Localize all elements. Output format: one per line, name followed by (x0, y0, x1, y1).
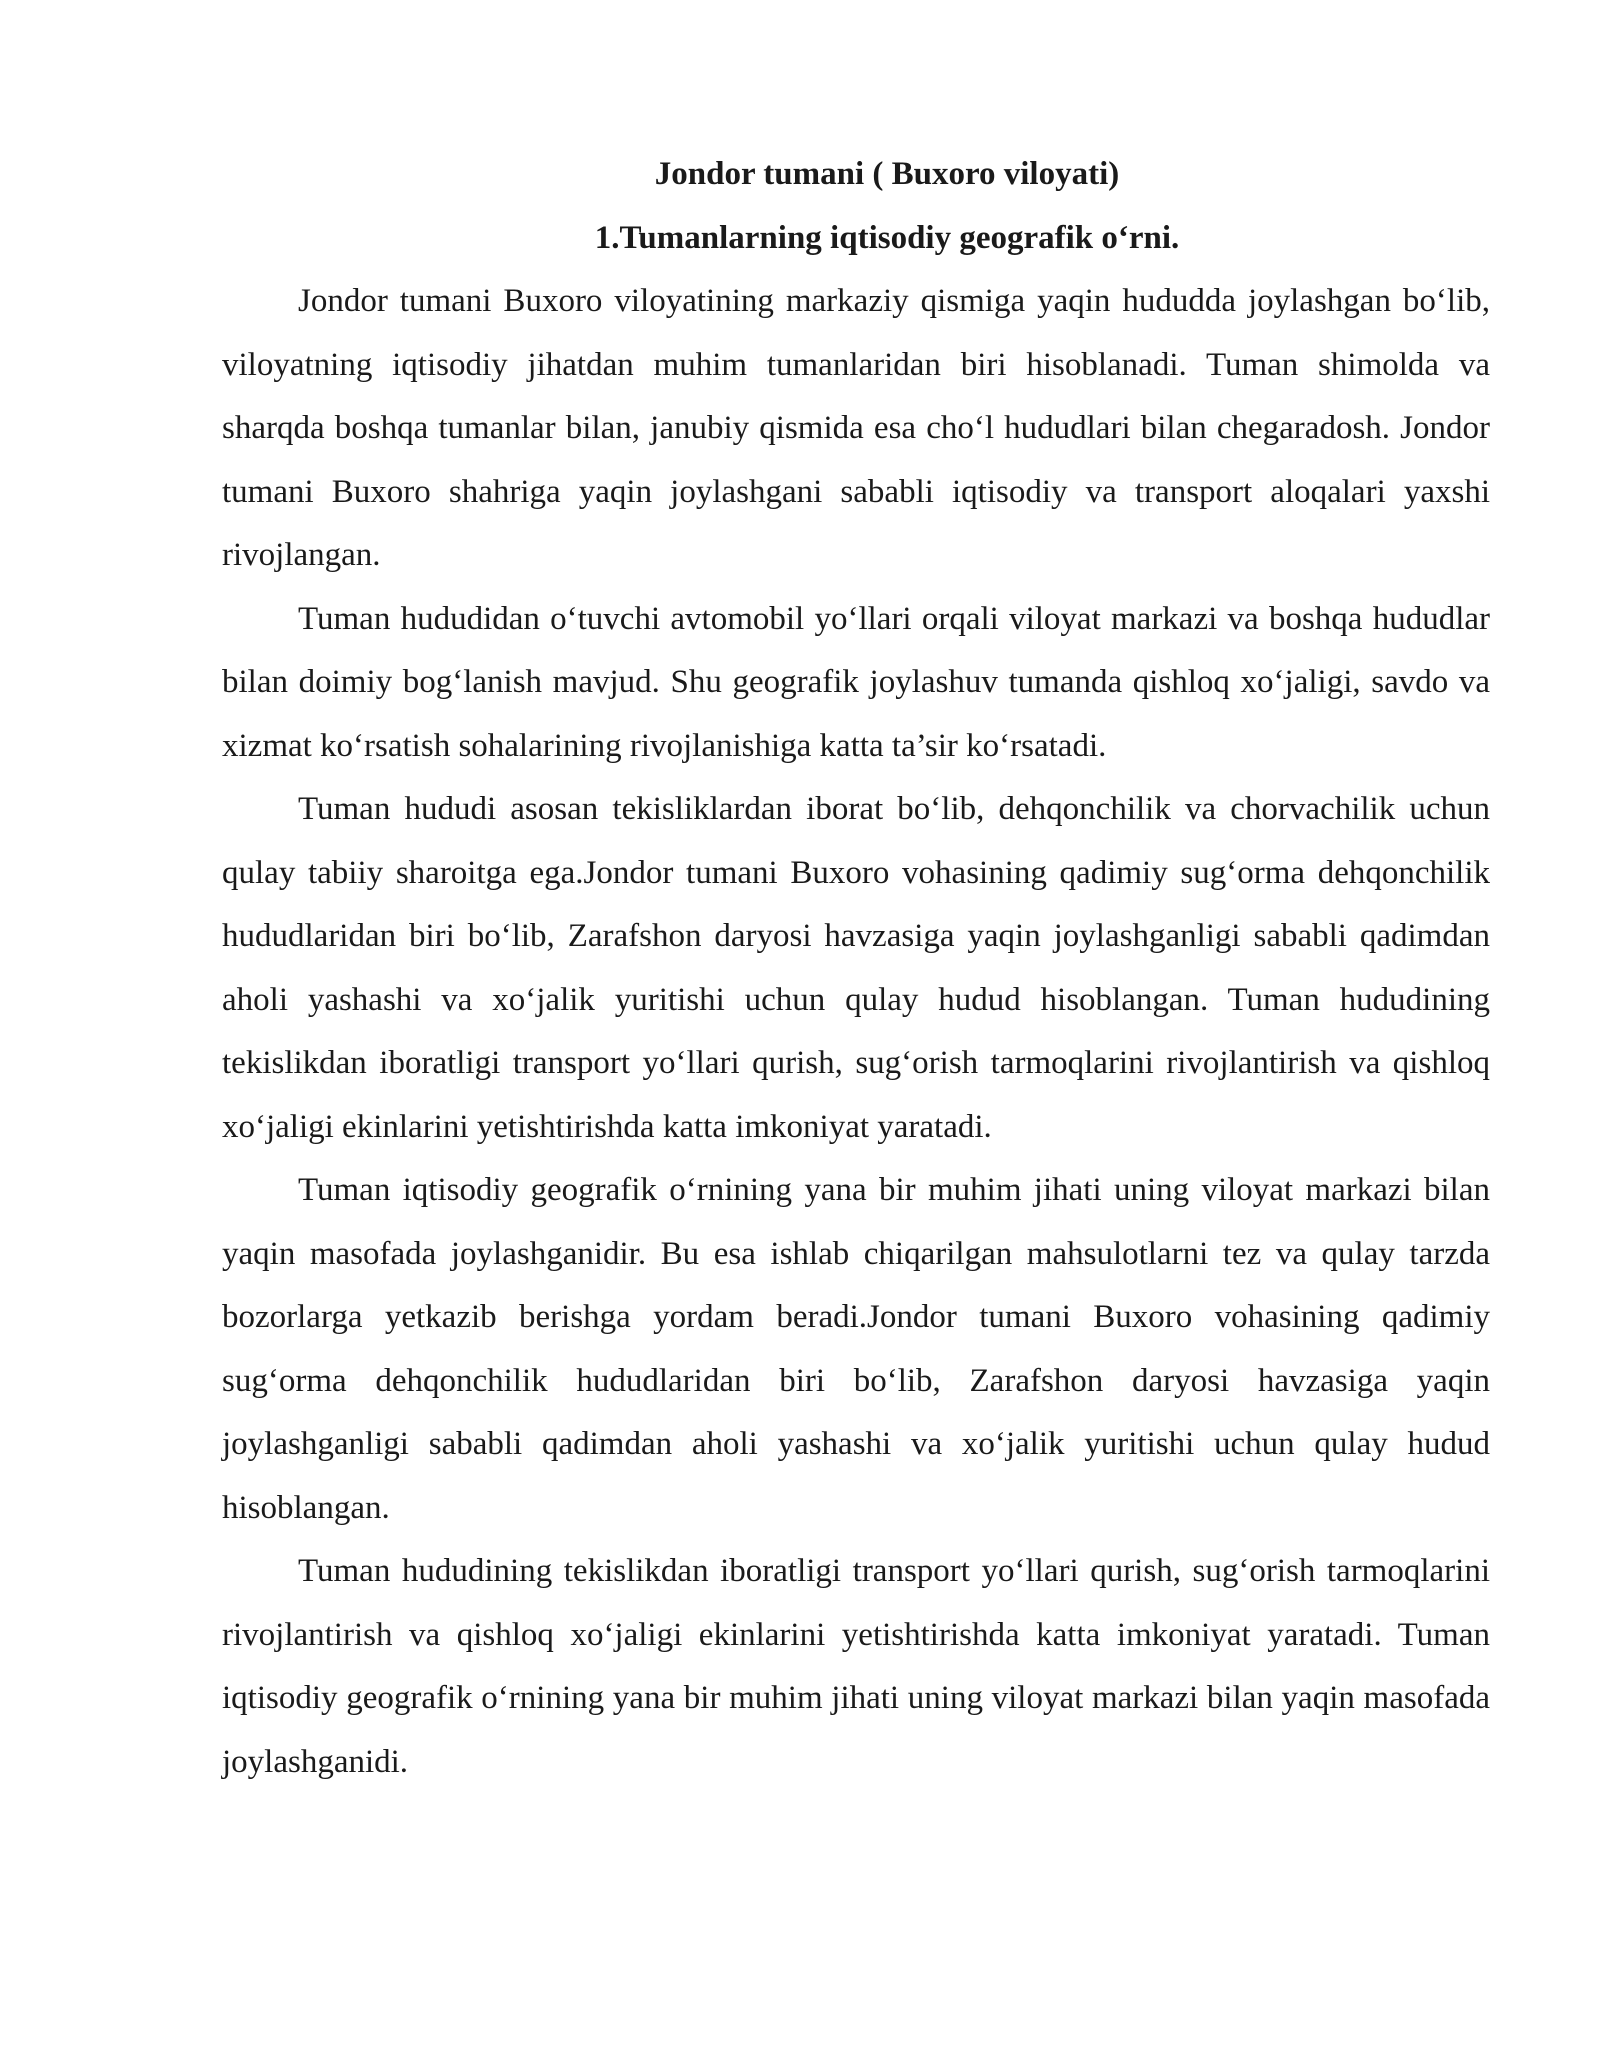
document-body (222, 143, 1490, 1794)
paragraph: Tuman hududi asosan tekisliklardan iborat bo‘lib, dehqonchilik va chorvachilik uchun qulay tabiiy sharoitga ega.Jondor tumani Buxoro vohasining qadimiy sug‘orma dehqonchilik hududlaridan biri bo‘lib, Zarafshon daryosi havzasiga yaqin joylashganligi sababli qadimdan aholi yashashi va xo‘jalik yuritishi uchun qulay hudud hisoblangan. Tuman hududining tekislikdan iboratligi transport yo‘llari qurish, sug‘orish tarmoqlarini rivojlantirish va qishloq xo‘jaligi ekinlarini yetishtirishda katta imkoniyat yaratadi. (222, 791, 1490, 1145)
paragraph: Tuman hududining tekislikdan iboratligi transport yo‘llari qurish, sug‘orish tarmoqlarini rivojlantirish va qishloq xo‘jaligi ekinlarini yetishtirishda katta imkoniyat yaratadi. Tuman iqtisodiy geografik o‘rnining yana bir muhim jihati uning viloyat markazi bilan yaqin masofada joylashganidi. (222, 1553, 1490, 1780)
paragraph: Jondor tumani Buxoro viloyatining markaziy qismiga yaqin hududda joylashgan bo‘lib, viloyatning iqtisodiy jihatdan muhim tumanlaridan biri hisoblanadi. Tuman shimolda va sharqda boshqa tumanlar bilan, janubiy qismida esa cho‘l hududlari bilan chegaradosh. Jondor tumani Buxoro shahriga yaqin joylashgani sababli iqtisodiy va transport aloqalari yaxshi rivojlangan. (222, 283, 1490, 573)
document-title: Jondor tumani ( Buxoro viloyati) (654, 156, 1120, 192)
paragraph: Tuman iqtisodiy geografik o‘rnining yana bir muhim jihati uning viloyat markazi bilan yaqin masofada joylashganidir. Bu esa ishlab chiqarilgan mahsulotlarni tez va qulay tarzda bozorlarga yetkazib berishga yordam beradi.Jondor tumani Buxoro vohasining qadimiy sug‘orma dehqonchilik hududlaridan biri bo‘lib, Zarafshon daryosi havzasiga yaqin joylashganligi sababli qadimdan aholi yashashi va xo‘jalik yuritishi uchun qulay hudud hisoblangan. (222, 1172, 1490, 1526)
paragraph: Tuman hududidan o‘tuvchi avtomobil yo‘llari orqali viloyat markazi va boshqa hududlar bilan doimiy bog‘lanish mavjud. Shu geografik joylashuv tumanda qishloq xo‘jaligi, savdo va xizmat ko‘rsatish sohalarining rivojlanishiga katta ta’sir ko‘rsatadi. (222, 600, 1490, 764)
section-heading: 1.Tumanlarning iqtisodiy geografik o‘rni. (594, 219, 1180, 256)
